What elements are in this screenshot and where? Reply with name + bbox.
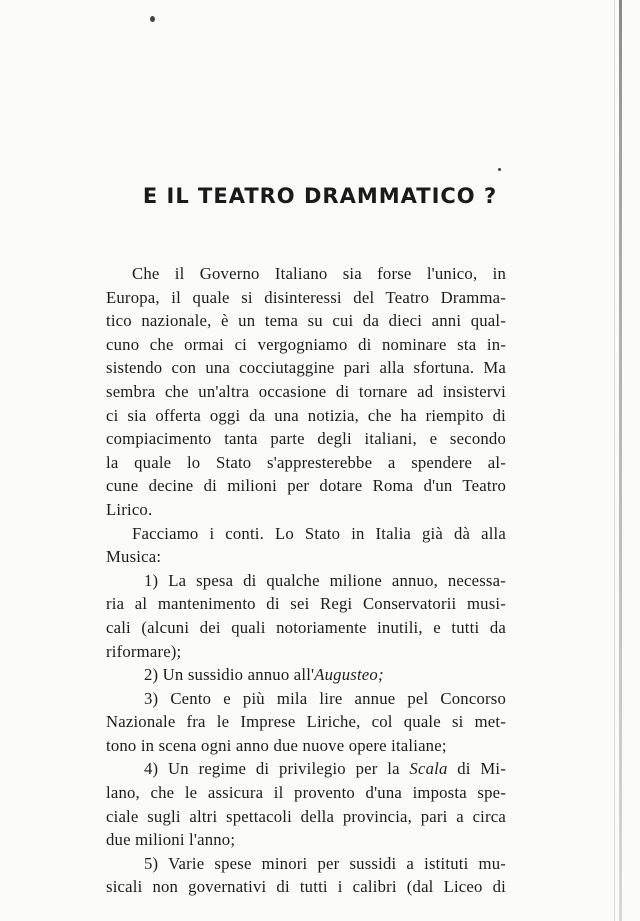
text-line: Europa, il quale si disinteressi del Teatro Dramma- [106,287,506,307]
text-line: sembra che un'altra occasione di tornare ad insistervi [106,381,506,401]
text-line: ci sia offerta oggi da una notizia, che ha riempito di [106,405,506,425]
body-text [106,262,506,899]
text-line: sistendo con una cocciutaggine pari alla sfortuna. Ma [106,358,506,378]
text-line: compiacimento tanta parte degli italiani, e secondo [106,429,506,449]
text-segment: di Mi- [447,759,506,779]
italic-title-scala: Scala [409,759,448,779]
text-line [106,663,506,687]
text-line: ria al mantenimento di sei Regi Conservatorii musi- [106,594,506,614]
text-line: lano, che le assicura il provento d'una imposta spe- [106,783,506,803]
text-line: Lirico. [106,499,153,519]
text-line: sicali non governativi di tutti i calibri (dal Liceo di [106,877,506,897]
chapter-title: E IL TEATRO DRAMMATICO ? [142,184,498,208]
text-line: cune decine di milioni per dotare Roma d'un Teatro [106,476,506,496]
text-line: Che il Governo Italiano sia forse l'unico, in [132,264,506,283]
ink-speck [150,16,155,22]
page-edge-shadow [619,0,622,921]
text-line: Nazionale fra le Imprese Liriche, col quale si met- [106,712,506,732]
text-line: tono in scena ogni anno due nuove opere italiane; [106,735,447,755]
italic-title-augusteo: Augusteo; [314,665,384,685]
text-line: Facciamo i conti. Lo Stato in Italia già dà alla [132,523,506,543]
text-line: 5) Varie spese minori per sussidi a istituti mu- [144,853,506,873]
text-line: cuno che ormai ci vergogniamo di nominare sta in- [106,334,506,354]
page-edge-line [614,0,615,921]
text-segment: 2) Un sussidio annuo all' [144,665,315,685]
text-line: due milioni l'anno; [106,830,236,850]
ink-speck [498,168,501,171]
text-line: cali (alcuni dei quali notoriamente inutili, e tutti da [106,617,506,637]
text-segment: 4) Un regime di privilegio per la [144,759,410,779]
text-line [106,757,506,781]
text-line: 3) Cento e più mila lire annue pel Concorso [144,688,506,708]
text-line: Musica: [106,547,162,567]
text-line: tico nazionale, è un tema su cui da dieci anni qual- [106,311,506,331]
text-line: 1) La spesa di qualche milione annuo, necessa- [144,570,506,590]
text-line: ciale sugli altri spettacoli della provincia, pari a circa [106,806,506,826]
text-line: riformare); [106,641,182,661]
text-line: la quale lo Stato s'appresterebbe a spendere al- [106,452,506,472]
